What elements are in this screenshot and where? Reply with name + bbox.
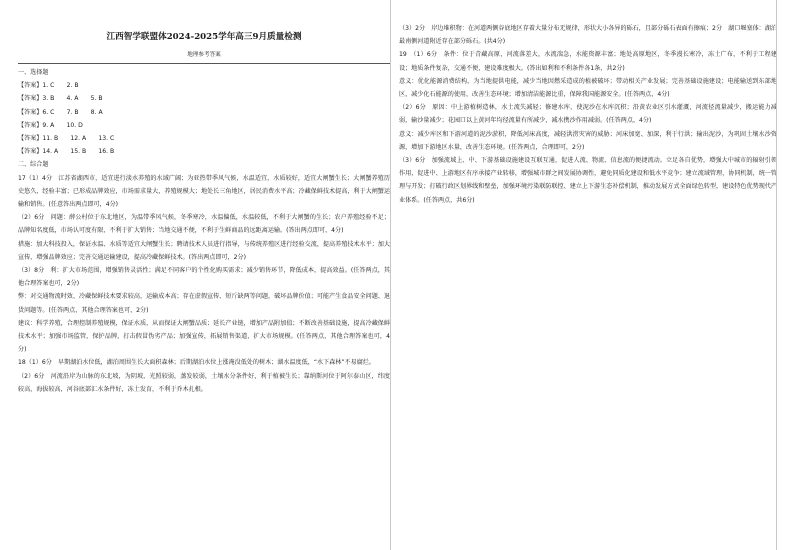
answer-paragraph: （3）6分 加强流域上、中、下游基础设施建设互联互通，促进人流、物流、信息流的便捷流动。立足各自优势，增强大中城市的辐射引领作用，促进中、上游地区有序承接产业转移，增强城市群之间发展协调性，避免同质化建设和低水平竞争；建立流域管理，协同机制，统一管理与开发；打破行政区划界线和壁垒，加强环境污染联防联控、建立上下游生态补偿机制，推动发展方式全面绿色转型，建设特色优势现代产业体系。(任答两点，共6分) bbox=[399, 157, 777, 204]
answer-row: 【答案】9. A 10. D bbox=[18, 121, 83, 129]
answer-row: 【答案】6. C 7. B 8. A bbox=[18, 108, 103, 116]
answer-paragraph: （2）6分 河流沿岸为山脉的东北坡，为阴坡，光照较弱，蒸发较弱，土壤水分条件好，利于植被生长；靠纳斯河位于阿尔泰山区，纬度较高，海拔较高，河谷底部汇水条件好，冻土发育，不利于乔木扎根。 bbox=[18, 372, 390, 393]
answer-paragraph: 建议：科学养殖，合理控制养殖规模，保证水质，从而保证大闸蟹品质；延长产业链，增加产品附加值；不断改善基础设施，提高冷藏保鲜技术水平；加强市场监管，保护品牌，打击假冒伪劣产品；加强宣传，拓展销售渠道，扩大市场规模。(任答两点，其他合理答案也可，4分) bbox=[18, 319, 390, 354]
section-heading-comprehensive: 二、综合题 bbox=[18, 161, 49, 169]
left-column bbox=[18, 0, 391, 550]
title-divider bbox=[18, 63, 390, 64]
answer-paragraph: 措施：加大科技投入，保证水温、水质等适宜大闸蟹生长；聘请技术人员进行指导，与传统养殖区进行经验交流，提高养殖技术水平；加大宣传，增强品牌效应；完善交通运输建设，提高冷藏保鲜技术。(答出两点即可，2分) bbox=[18, 240, 390, 261]
answer-paragraph: （2）6分 原因：中上游植树造林，水土流失减轻；修建水库，使泥沙在水库沉积；沿黄农业区引水灌溉，河流径流量减少，搬运能力减弱，输沙量减少；花园口以上黄河年均径流量有所减少，减水携沙作用减弱。(任答两点，4分) bbox=[399, 104, 777, 125]
answer-paragraph: （3）2分 岸边堆积物：在河道两侧谷底地区存着大量分布无规律，形状大小各异的砾石，且部分砾石表面有擦痕；2分 湖口堰塞体：湖泊最南侧河道附近存在部分砾石。(共4分) bbox=[399, 25, 777, 46]
document-title: 江西智学联盟体2024-2025学年高三9月质量检测 bbox=[106, 32, 302, 42]
answer-row: 【答案】11. B 12. A 13. C bbox=[18, 135, 115, 143]
answer-paragraph: 17（1）4分 江苏省湖西市，适宜进行淡水养殖的水域广阔；为亚热带季风气候，水温适宜，水质较好，适宜大闸蟹生长；大闸蟹养殖历史悠久，经验丰富；已形成品牌效应，市场需求量大，养殖规模大；地处长三角地区，居民消费水平高；冷藏保鲜技术提高，利于大闸蟹运输和销售。(任意答出两点即可，4分) bbox=[18, 174, 390, 209]
answer-row: 【答案】3. B 4. A 5. B bbox=[18, 95, 103, 103]
answer-paragraph: 18（1）6分 早期湖泊水位低，湖泊周围生长大面积森林；后期湖泊水位上涨淹没低处的树木；湖水温度低，“水下森林”不易腐烂。 bbox=[18, 359, 375, 367]
answer-row: 【答案】14. A 15. B 16. B bbox=[18, 148, 115, 156]
answer-paragraph: 意义：减少库区和下游河道的泥沙淤积，降低河床高度，减轻洪涝灾害的威胁；河床加宽、加深，利于行洪；输出泥沙，为巩固土壤水沙资源，增加下游地区水量，改善生态环境。(任答两点，合理即可，2分) bbox=[399, 130, 777, 151]
answer-paragraph: （2）6分 问题：薛公村位于东北地区，为温带季风气候，冬季寒冷，水温偏低，水温较低，不利于大闸蟹的生长；农户养殖经验不足；品牌知名度低，市场认可度有限，不利于扩大销售；当地交通不便，不利于生鲜商品的远距离运输。(答出两点即可，4分) bbox=[18, 214, 390, 235]
answer-row: 【答案】1. C 2. B bbox=[18, 82, 79, 90]
section-heading-choice: 一、选择题 bbox=[18, 69, 49, 76]
answer-paragraph: 19 （1）6分 条件：位于青藏高原，河流落差大，水流湍急，水能资源丰富；地处高原地区，冬季漫长寒冷，冻土广布，不利于工程建设；地质条件复杂，交通不便，建设难度极大。(答出如利和不利条件各1条，共2分) bbox=[399, 51, 777, 72]
answer-paragraph: 意义：优化能源消费结构，为当地提供电能，减少当地因燃采造成的植被破坏；带动相关产业发展；完善基础设施建设；电能输送到东部地区，减少化石能源的使用，改善生态环境；增加清洁能源比重，保障我国能源安全。(任答两点，4分) bbox=[399, 77, 777, 99]
right-column bbox=[399, 0, 777, 550]
answer-paragraph: （3）8分 利：扩大市场范围，增强销售灵活性；满足不同客户的个性化购买需求；减少销售环节，降低成本，提高效益。(任答两点，其他合理答案也可，2分) bbox=[18, 267, 390, 288]
answer-paragraph: 弊：对交通物流时效、冷藏保鲜技术要求较高，运输成本高；存在虚假宣传、短斤缺两等问题，破坏品牌价值；可能产生食品安全问题、退货问题等。(任答两点，其他合理答案也可，2分) bbox=[18, 293, 390, 314]
document-subtitle: 地理参考答案 bbox=[187, 52, 221, 58]
